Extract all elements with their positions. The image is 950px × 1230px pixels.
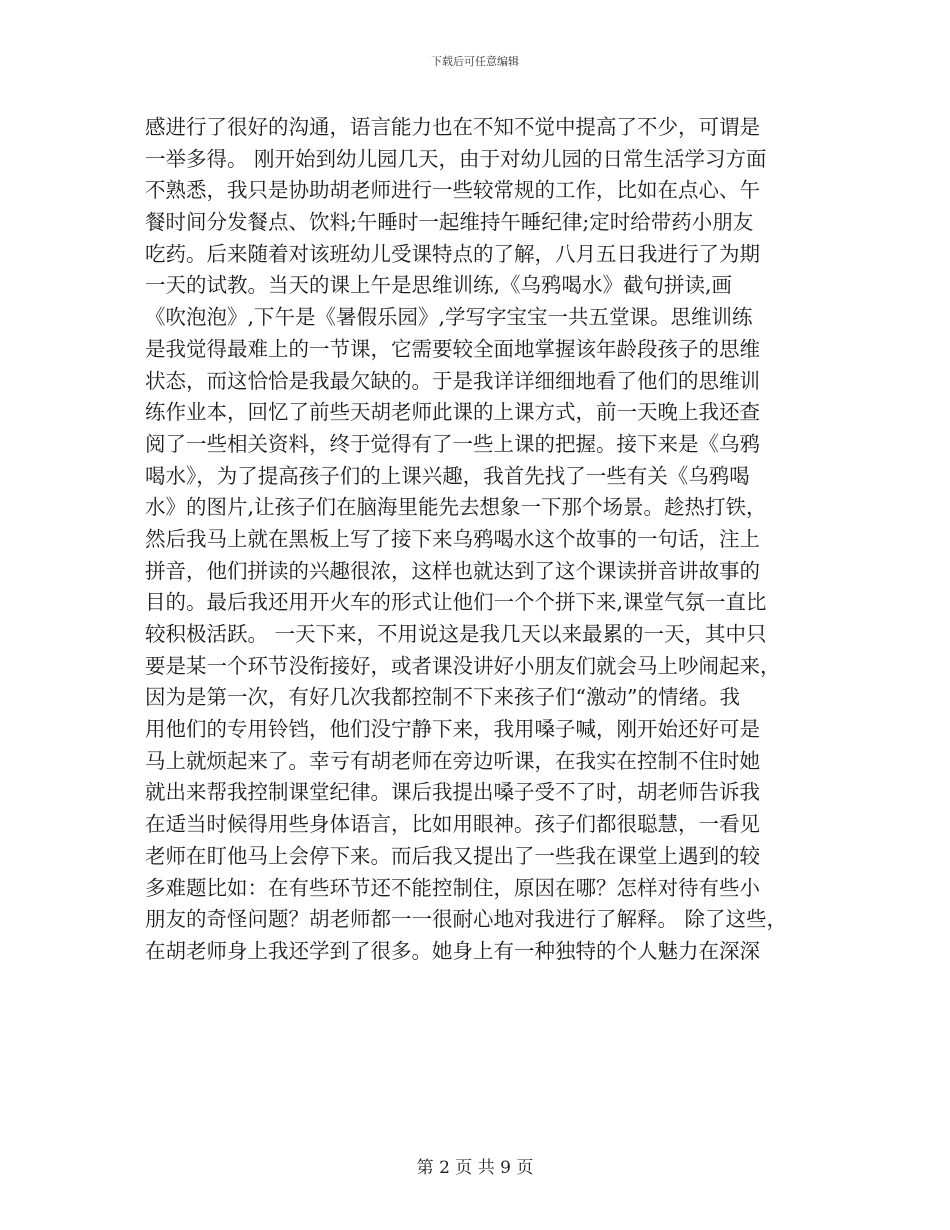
body-line: 就出来帮我控制课堂纪律。课后我提出嗓子受不了时，胡老师告诉我: [145, 780, 760, 805]
body-line: 喝水》，为了提高孩子们的上课兴趣，我首先找了一些有关《乌鸦喝: [145, 463, 750, 488]
body-line: 用他们的专用铃铛，他们没宁静下来，我用嗓子喊，刚开始还好可是: [145, 717, 760, 742]
body-line: 然后我马上就在黑板上写了接下来乌鸦喝水这个故事的一句话，注上: [145, 526, 760, 551]
body-line: 在胡老师身上我还学到了很多。她身上有一种独特的个人魅力在深深: [145, 938, 760, 963]
body-line: 不熟悉，我只是协助胡老师进行一些较常规的工作，比如在点心、午: [145, 178, 760, 203]
body-line: 马上就烦起来了。幸亏有胡老师在旁边听课，在我实在控制不住时她: [145, 748, 760, 773]
body-line: 《吹泡泡》,下午是《暑假乐园》,学写字宝宝一共五堂课。思维训练: [145, 305, 753, 330]
body-line: 较积极活跃。 一天下来，不用说这是我几天以来最累的一天，其中只: [145, 622, 767, 646]
body-line: 老师在盯他马上会停下来。而后我又提出了一些我在课堂上遇到的较: [145, 843, 760, 868]
body-line: 餐时间分发餐点、饮料;午睡时一起维持午睡纪律;定时给带药小朋友: [145, 210, 754, 235]
body-line: 因为是第一次，有好几次我都控制不下来孩子们“激动”的情绪。我: [145, 685, 740, 710]
body-line: 多难题比如：在有些环节还不能控制住，原因在哪？怎样对待有些小: [145, 875, 760, 900]
body-line: 水》的图片,让孩子们在脑海里能先去想象一下那个场景。趁热打铁，: [145, 495, 767, 520]
body-line: 吃药。后来随着对该班幼儿受课特点的了解，八月五日我进行了为期: [145, 241, 760, 266]
body-line: 目的。最后我还用开火车的形式让他们一个个拼下来,课堂气氛一直比: [145, 590, 767, 615]
body-line: 状态，而这恰恰是我最欠缺的。于是我详详细细地看了他们的思维训: [145, 368, 760, 393]
body-line: 感进行了很好的沟通，语言能力也在不知不觉中提高了不少，可谓是: [145, 115, 760, 139]
body-line: 一天的试教。当天的课上午是思维训练,《乌鸦喝水》截句拼读,画: [145, 273, 733, 298]
body-line: 阅了一些相关资料，终于觉得有了一些上课的把握。接下来是《乌鸦: [145, 431, 760, 456]
body-line: 练作业本，回忆了前些天胡老师此课的上课方式，前一天晚上我还查: [145, 400, 760, 425]
body-line: 要是某一个环节没衔接好，或者课没讲好小朋友们就会马上吵闹起来，: [145, 653, 781, 678]
body-line: 一举多得。 刚开始到幼儿园几天，由于对幼儿园的日常生活学习方面: [145, 146, 767, 171]
page-number: 第 2 页 共 9 页: [416, 1158, 534, 1178]
body-line: 朋友的奇怪问题？胡老师都一一很耐心地对我进行了解释。 除了这些，: [145, 907, 788, 932]
body-line: 是我觉得最难上的一节课，它需要较全面地掌握该年龄段孩子的思维: [145, 336, 760, 361]
body-text: [145, 112, 815, 968]
body-line: 拼音，他们拼读的兴趣很浓，这样也就达到了这个课读拼音讲故事的: [145, 558, 760, 583]
page-header: 下载后可任意编辑: [431, 55, 519, 68]
body-line: 在适当时候得用些身体语言，比如用眼神。孩子们都很聪慧，一看见: [145, 812, 760, 837]
